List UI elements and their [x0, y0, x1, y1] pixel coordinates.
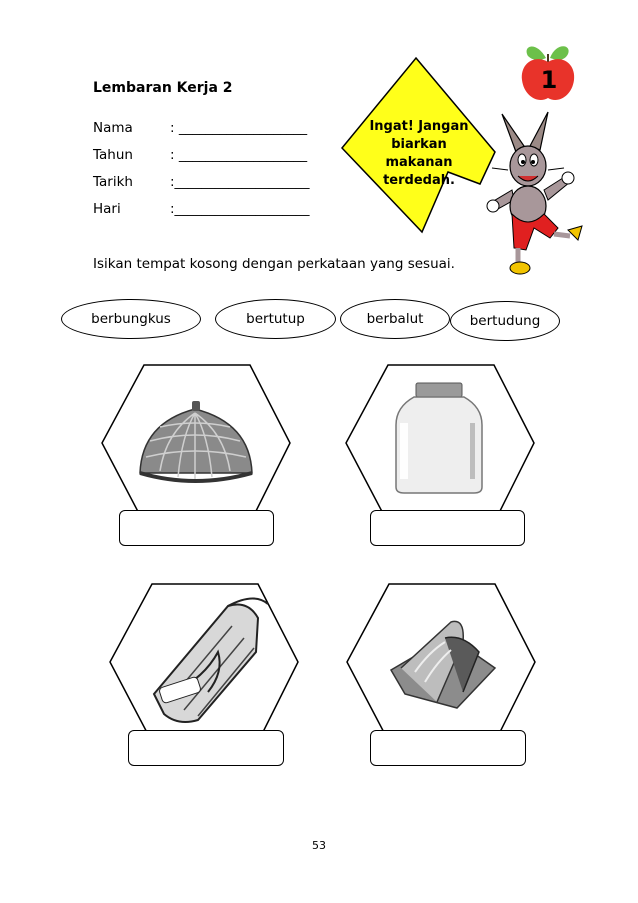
- date-field[interactable]: :____________________: [170, 174, 310, 190]
- day-field[interactable]: :____________________: [170, 201, 310, 217]
- picture-card-4: [345, 582, 537, 744]
- badge-number: 1: [540, 66, 558, 94]
- name-label: Nama: [93, 120, 133, 136]
- day-label: Hari: [93, 201, 121, 217]
- word-bertudung[interactable]: bertudung: [450, 301, 560, 341]
- rabbit-mascot-icon: [478, 110, 588, 280]
- year-field[interactable]: : ___________________: [170, 147, 308, 163]
- bubble-line-1: Ingat! Jangan: [369, 119, 469, 134]
- picture-card-1: [100, 363, 292, 525]
- answer-box-4[interactable]: [370, 730, 526, 766]
- bubble-line-4: terdedah.: [383, 173, 455, 188]
- instruction-text: Isikan tempat kosong dengan perkataan yang sesuai.: [93, 256, 455, 272]
- glass-jar-icon: [396, 383, 482, 493]
- answer-box-2[interactable]: [370, 510, 525, 546]
- picture-card-3: [108, 582, 300, 744]
- bubble-line-2: biarkan: [391, 137, 447, 152]
- year-label: Tahun: [93, 147, 133, 163]
- answer-box-3[interactable]: [128, 730, 284, 766]
- bubble-line-3: makanan: [385, 155, 453, 170]
- page-number: 53: [312, 839, 326, 852]
- date-label: Tarikh: [93, 174, 133, 190]
- worksheet-title: Lembaran Kerja 2: [93, 80, 233, 96]
- answer-box-1[interactable]: [119, 510, 274, 546]
- speech-bubble-text: [364, 118, 474, 190]
- name-field[interactable]: : ___________________: [170, 120, 308, 136]
- picture-card-2: [344, 363, 536, 525]
- word-bertutup[interactable]: bertutup: [215, 299, 336, 339]
- word-berbungkus[interactable]: berbungkus: [61, 299, 201, 339]
- word-berbalut[interactable]: berbalut: [340, 299, 450, 339]
